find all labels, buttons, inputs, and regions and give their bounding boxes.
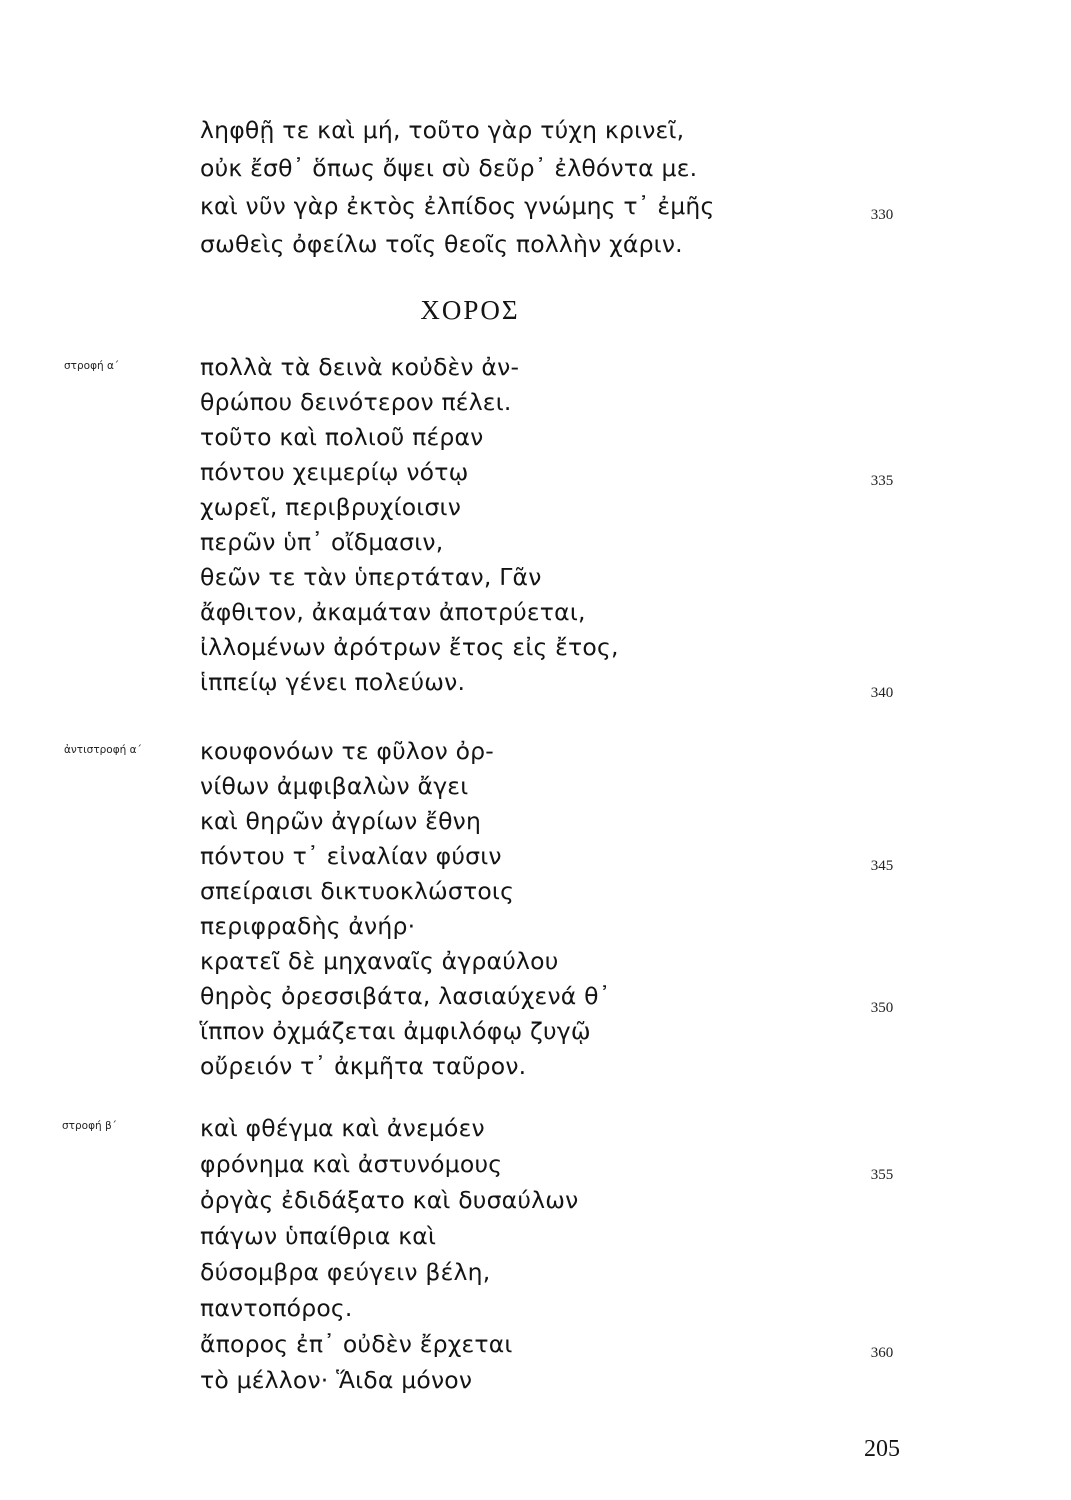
- verse-line: καὶ φθέγμα καὶ ἀνεμόεν: [200, 1114, 485, 1142]
- verse-line: φρόνημα καὶ ἀστυνόμους: [200, 1150, 503, 1178]
- verse-line: ληφθῇ τε καὶ μή, τοῦτο γὰρ τύχη κρινεῖ,: [200, 116, 685, 144]
- verse-line: οὐκ ἔσθ᾽ ὅπως ὄψει σὺ δεῦρ᾽ ἐλθόντα με.: [200, 154, 698, 182]
- verse-line: θηρὸς ὀρεσσιβάτα, λασιαύχενά θ᾽: [200, 982, 611, 1010]
- verse-line: σπείραισι δικτυοκλώστοις: [200, 877, 515, 905]
- line-number: 330: [870, 207, 894, 223]
- verse-line: καὶ νῦν γὰρ ἐκτὸς ἐλπίδος γνώμης τ᾽ ἐμῆς: [200, 192, 715, 220]
- verse-line: σωθεὶς ὀφείλω τοῖς θεοῖς πολλὴν χάριν.: [200, 230, 683, 258]
- antistrophe-marker: ἀντιστροφή α´: [64, 744, 142, 756]
- strophe-marker: στροφή β´: [62, 1120, 117, 1132]
- verse-line: τοῦτο καὶ πολιοῦ πέραν: [200, 423, 484, 451]
- verse-line: ἱππείῳ γένει πολεύων.: [200, 668, 466, 696]
- verse-line: ἰλλομένων ἀρότρων ἔτος εἰς ἔτος,: [200, 633, 619, 661]
- strophe-marker: στροφή α´: [64, 360, 120, 372]
- verse-line: θρώπου δεινότερον πέλει.: [200, 388, 512, 416]
- line-number: 335: [870, 473, 894, 489]
- line-number: 360: [870, 1345, 894, 1361]
- verse-line: ὀργὰς ἐδιδάξατο καὶ δυσαύλων: [200, 1186, 579, 1214]
- verse-line: παντοπόρος.: [200, 1294, 353, 1322]
- verse-line: ἄφθιτον, ἀκαμάταν ἀποτρύεται,: [200, 598, 586, 626]
- verse-line: νίθων ἀμφιβαλὼν ἄγει: [200, 772, 469, 800]
- section-title: ΧΟΡΟΣ: [420, 295, 520, 325]
- verse-line: πολλὰ τὰ δεινὰ κοὐδὲν ἀν-: [200, 353, 520, 381]
- verse-line: τὸ μέλλον· Ἅιδα μόνον: [200, 1366, 473, 1394]
- verse-line: πόντου τ᾽ εἰναλίαν φύσιν: [200, 842, 502, 870]
- line-number: 345: [870, 858, 894, 874]
- verse-line: ἄπορος ἐπ᾽ οὐδὲν ἔρχεται: [200, 1330, 513, 1358]
- page-number: 205: [864, 1436, 900, 1462]
- verse-line: περιφραδὴς ἀνήρ·: [200, 912, 416, 940]
- line-number: 350: [870, 1000, 894, 1016]
- verse-line: καὶ θηρῶν ἀγρίων ἔθνη: [200, 807, 482, 835]
- line-number: 355: [870, 1167, 894, 1183]
- verse-line: ἵππον ὀχμάζεται ἀμφιλόφῳ ζυγῷ: [200, 1017, 591, 1045]
- verse-line: πόντου χειμερίῳ νότῳ: [200, 458, 469, 486]
- verse-line: χωρεῖ, περιβρυχίοισιν: [200, 493, 462, 521]
- verse-line: πάγων ὑπαίθρια καὶ: [200, 1222, 437, 1250]
- verse-line: οὔρειόν τ᾽ ἀκμῆτα ταῦρον.: [200, 1052, 527, 1080]
- line-number: 340: [870, 685, 894, 701]
- verse-line: κρατεῖ δὲ μηχαναῖς ἀγραύλου: [200, 947, 559, 975]
- verse-line: δύσομβρα φεύγειν βέλη,: [200, 1258, 491, 1286]
- verse-line: περῶν ὑπ᾽ οἴδμασιν,: [200, 528, 444, 556]
- verse-line: θεῶν τε τὰν ὑπερτάταν, Γᾶν: [200, 563, 542, 591]
- verse-line: κουφονόων τε φῦλον ὀρ-: [200, 737, 494, 765]
